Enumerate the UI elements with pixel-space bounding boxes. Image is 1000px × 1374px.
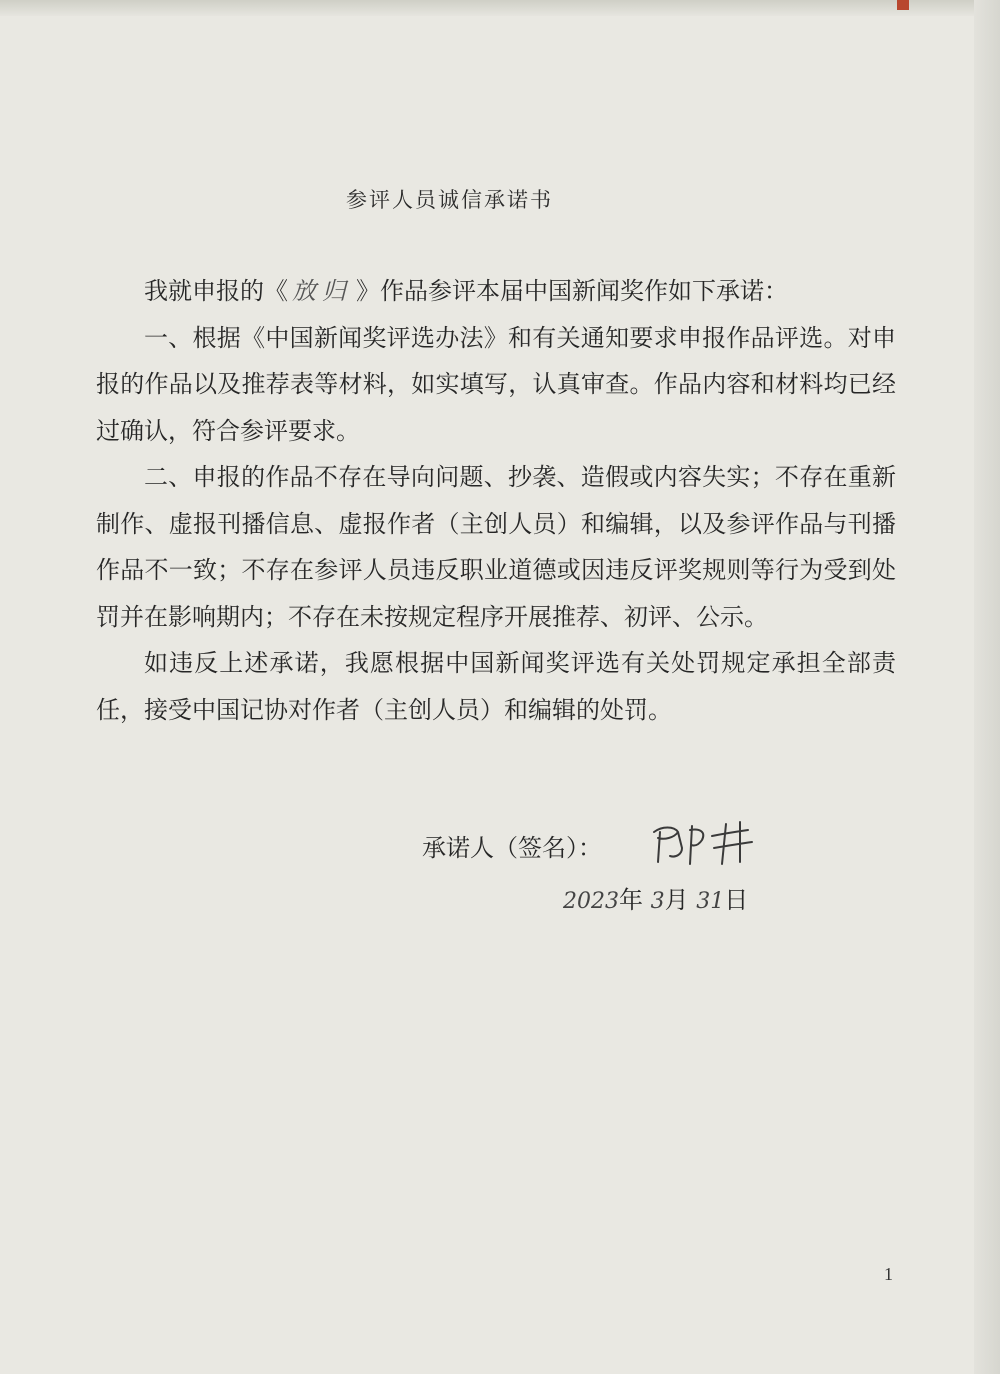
paper-top-edge [0, 0, 1000, 16]
handwritten-signature [648, 818, 758, 868]
date-month-char: 月 [664, 886, 689, 914]
corner-color-mark [897, 0, 909, 10]
handwritten-work-title: 放归 [292, 277, 352, 305]
intro-paragraph [96, 268, 896, 315]
date-year-char: 年 [619, 886, 643, 914]
date-day: 31 [696, 889, 725, 914]
date-month: 3 [650, 889, 665, 914]
signature-date [563, 880, 748, 915]
clause-paragraph-3: 如违反上述承诺，我愿根据中国新闻奖评选有关处罚规定承担全部责任，接受中国记协对作者（主创人员）和编辑的处罚。 [96, 649, 896, 724]
page-number: 1 [884, 1264, 893, 1284]
document-body [96, 268, 896, 733]
intro-before: 我就申报的《 [144, 277, 288, 305]
intro-after: 》作品参评本届中国新闻奖作如下承诺： [356, 277, 788, 305]
date-day-char: 日 [724, 886, 749, 914]
clause-paragraph-2: 二、申报的作品不存在导向问题、抄袭、造假或内容失实；不存在重新制作、虚报刊播信息、虚报作者（主创人员）和编辑，以及参评作品与刊播作品不一致；不存在参评人员违反职业道德或因违反评奖规则等行为受到处罚并在影响期内；不存在未按规定程序开展推荐、初评、公示。 [96, 463, 896, 631]
paper-right-edge [974, 0, 1000, 1374]
signature-label: 承诺人（签名）： [422, 834, 602, 862]
clause-paragraph-1: 一、根据《中国新闻奖评选办法》和有关通知要求申报作品评选。对申报的作品以及推荐表等材料，如实填写，认真审查。作品内容和材料均已经过确认，符合参评要求。 [96, 323, 896, 445]
document-title: 参评人员诚信承诺书 [346, 188, 553, 212]
date-year: 2023 [563, 889, 619, 914]
